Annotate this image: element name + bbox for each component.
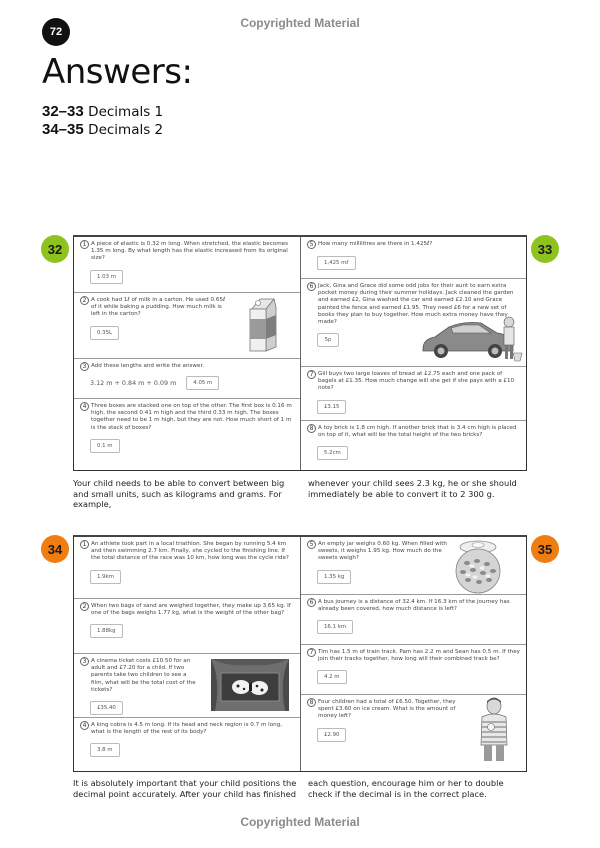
question-card — [74, 237, 300, 293]
question-number: 5 — [307, 540, 316, 549]
question-card — [301, 367, 526, 421]
boy-with-ice-cream-icon — [477, 697, 511, 763]
question-number: 5 — [307, 240, 316, 249]
question-number: 6 — [307, 598, 316, 607]
page-34-column — [74, 537, 300, 771]
answer-box: 1,425 mℓ — [317, 256, 356, 270]
answer-box: 1.88kg — [90, 624, 123, 638]
question-card — [301, 237, 526, 279]
question-text: Four children had a total of £6.50. Together, they spent £3.60 on ice cream. What is the amount of money left? — [318, 699, 456, 720]
question-text: How many millilitres are there in 1.425ℓ? — [318, 241, 433, 247]
page-35-column — [300, 537, 526, 771]
question-card — [301, 421, 526, 470]
milk-carton-icon — [246, 297, 278, 353]
question-card — [301, 537, 526, 595]
sweet-jar-icon — [451, 539, 505, 595]
page-title: Answers: — [42, 52, 193, 92]
question-number: 2 — [80, 296, 89, 305]
section-item — [42, 121, 163, 139]
page-badge-32: 32 — [41, 235, 69, 263]
answer-box: 4.05 m — [186, 376, 219, 390]
section-range: 32–33 — [42, 103, 84, 120]
answer-box: 5.2cm — [317, 446, 348, 460]
section-name: Decimals 1 — [88, 104, 164, 120]
answer-box: £3.15 — [317, 400, 346, 414]
question-number: 8 — [307, 424, 316, 433]
question-text: When two bags of sand are weighed together, they make up 3.65 kg. If one of the bags weighs 1.77 kg, what is the weight of the other bag? — [91, 603, 291, 617]
question-number: 3 — [80, 657, 89, 666]
question-card — [74, 537, 300, 599]
answer-box: 1.9km — [90, 570, 121, 584]
answer-box: 0.35L — [90, 326, 119, 340]
question-text: An empty jar weighs 0.60 kg. When filled with sweets, it weighs 1.95 kg. How much do the sweets weigh? — [318, 541, 447, 562]
question-number: 4 — [80, 721, 89, 730]
answer-box: 1.03 m — [90, 270, 123, 284]
section-list — [42, 103, 163, 139]
page-32-column — [74, 237, 300, 470]
section-name: Decimals 2 — [88, 122, 164, 138]
question-text: A cook had 1ℓ of milk in a carton. He used 0.65ℓ of it while baking a pudding. How much milk is left in the carton? — [91, 297, 226, 318]
answer-box: £2.90 — [317, 728, 346, 742]
answer-box: 4.2 m — [317, 670, 347, 684]
question-text: A toy brick is 1.8 cm high. If another brick that is 3.4 cm high is placed on top of it, what will be the total height of the two bricks? — [318, 425, 517, 439]
note-column-1: It is absolutely important that your child positions the decimal point accurately. After your child has finished — [73, 778, 297, 799]
page-badge-33: 33 — [531, 235, 559, 263]
question-card — [301, 645, 526, 695]
question-text: An athlete took part in a local triathlon. She began by running 5.4 km and then swimming 2.7 km. Finally, she cycled to the finishing line. If the total distance of the race was 10 km, how long was the cycle ride? — [91, 541, 289, 562]
answer-box: 16.1 km — [317, 620, 353, 634]
question-card — [74, 718, 300, 771]
section-item — [42, 103, 163, 121]
answer-box: 5p — [317, 333, 339, 347]
section-range: 34–35 — [42, 121, 84, 138]
note-column-2: whenever your child sees 2.3 kg, he or she should immediately be able to convert it to 2 300 g. — [308, 478, 517, 499]
question-card — [74, 293, 300, 359]
question-number: 4 — [80, 402, 89, 411]
question-text: Tim has 1.5 m of train track. Pam has 2.2 m and Sean has 0.5 m. If they join their tracks together, how long will their combined track be? — [318, 649, 520, 663]
question-text: A piece of elastic is 0.32 m long. When stretched, the elastic becomes 1.35 m long. By what length has the elastic increased from its original size? — [91, 241, 289, 262]
question-card — [74, 654, 300, 718]
page-badge-34: 34 — [41, 535, 69, 563]
question-number: 7 — [307, 648, 316, 657]
answer-box: 1.35 kg — [317, 570, 351, 584]
question-text: A king cobra is 4.5 m long. If its head and neck region is 0.7 m long, what is the length of the rest of its body? — [91, 722, 283, 736]
question-number: 1 — [80, 540, 89, 549]
answer-box: £35.40 — [90, 701, 123, 715]
cinema-screen-icon — [211, 659, 289, 711]
question-card — [74, 399, 300, 470]
question-number: 6 — [307, 282, 316, 291]
question-number: 2 — [80, 602, 89, 611]
copyright-watermark-top: Copyrighted Material — [240, 16, 360, 30]
answer-box: 3.8 m — [90, 743, 120, 757]
car-wash-icon — [419, 313, 523, 363]
question-text-content: Jack, Gina and Grace did some odd jobs for their aunt to earn extra pocket money during their summer holidays. Jack cleaned the garden and earned £2, Gina washed the car and earned £2.10 and Grace painted the fence and earned £1.95. They need £6 for a new set of books they plan to buy together. How much extra money have they made? — [318, 283, 514, 326]
question-card — [301, 595, 526, 645]
question-card — [301, 279, 526, 367]
copyright-watermark-bottom: Copyrighted Material — [240, 815, 360, 829]
question-text: A cinema ticket costs £10.50 for an adult and £7.20 for a child. If two parents take two children to see a film, what will be the total cost of the tickets? — [91, 658, 196, 693]
note-column-1: Your child needs to be able to convert between big and small units, such as kilograms and grams. For example, — [73, 478, 285, 509]
addition-expression: 3.12 m + 0.84 m + 0.09 m — [90, 379, 177, 387]
question-number: 1 — [80, 240, 89, 249]
question-text: Gill buys two large loaves of bread at £2.75 each and one pack of bagels at £1.35. How much change will she get if she pays with a £10 note? — [318, 371, 515, 392]
question-number: 7 — [307, 370, 316, 379]
question-number: 8 — [307, 698, 316, 707]
page-number-badge: 72 — [42, 18, 70, 46]
answer-panel-32-33 — [73, 235, 527, 471]
answer-box: 0.1 m — [90, 439, 120, 453]
question-card — [74, 359, 300, 399]
note-column-2: each question, encourage him or her to double check if the decimal is in the correct place. — [308, 778, 504, 799]
question-text: A bus journey is a distance of 32.4 km. If 16.3 km of the journey has already been covered, how much distance is left? — [318, 599, 510, 613]
question-number: 3 — [80, 362, 89, 371]
page-badge-35: 35 — [531, 535, 559, 563]
parent-note-2 — [73, 778, 527, 799]
question-card — [301, 695, 526, 771]
question-text: Add these lengths and write the answer. — [91, 363, 205, 369]
answer-panel-34-35 — [73, 535, 527, 772]
parent-note-1 — [73, 478, 527, 510]
page-33-column — [300, 237, 526, 470]
question-text: Three boxes are stacked one on top of the other. The first box is 0.16 m high, the second 0.41 m high and the third 0.33 m high. The boxes together need to be 1 m high, but they are not. How much short of 1 m is the stack of boxes? — [91, 403, 292, 431]
question-card — [74, 599, 300, 654]
